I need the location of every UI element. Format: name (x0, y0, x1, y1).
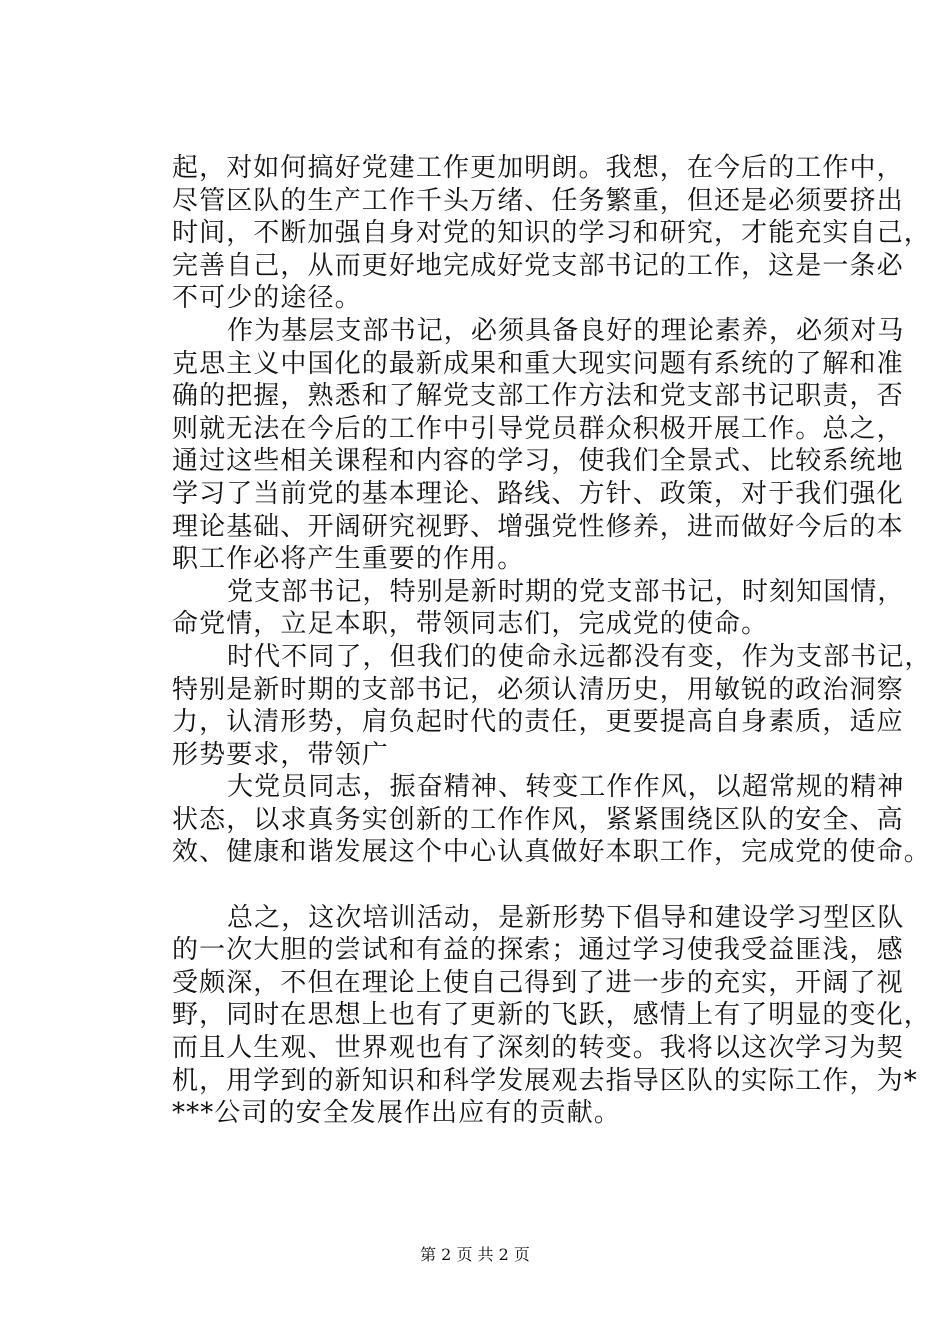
text-line: 时代不同了，但我们的使命永远都没有变，作为支部书记， (227, 641, 932, 672)
text-line: 不可少的途径。 (172, 283, 362, 314)
text-line: 时间，不断加强自身对党的知识的学习和研究，才能充实自己， (172, 218, 931, 249)
text-line: 党支部书记，特别是新时期的党支部书记，时刻知国情， (227, 576, 905, 607)
text-line: 尽管区队的生产工作千头万绪、任务繁重，但还是必须要挤出 (172, 185, 904, 216)
text-line: 确的把握，熟悉和了解党支部工作方法和党支部书记职责，否 (172, 381, 904, 412)
text-line: 效、健康和谐发展这个中心认真做好本职工作，完成党的使命。 (172, 837, 931, 868)
text-line: 职工作必将产生重要的作用。 (172, 544, 525, 575)
paragraph (172, 641, 932, 771)
text-line: 克思主义中国化的最新成果和重大现实问题有系统的了解和准 (172, 348, 904, 379)
text-line: 命党情，立足本职，带领同志们，完成党的使命。 (172, 609, 769, 640)
paragraph (172, 902, 931, 1130)
text-line: 而且人生观、世界观也有了深刻的转变。我将以这次学习为契 (172, 1033, 904, 1064)
text-line: 力，认清形势，肩负起时代的责任，更要提高自身素质，适应 (172, 707, 904, 738)
page-footer: 第 2 页 共 2 页 (420, 1245, 530, 1264)
text-line: 形势要求，带领广 (172, 739, 389, 770)
text-line: 受颇深，不但在理论上使自己得到了进一步的充实，开阔了视 (172, 967, 904, 998)
text-line: 大党员同志，振奋精神、转变工作作风，以超常规的精神 (227, 772, 905, 803)
text-line: 学习了当前党的基本理论、路线、方针、政策，对于我们强化 (172, 478, 904, 509)
text-line: 作为基层支部书记，必须具备良好的理论素养，必须对马 (227, 315, 905, 346)
text-line: ***公司的安全发展作出应有的贡献。 (172, 1098, 621, 1129)
text-line: 则就无法在今后的工作中引导党员群众积极开展工作。总之， (172, 413, 904, 444)
text-line: 起，对如何搞好党建工作更加明朗。我想，在今后的工作中， (172, 153, 904, 183)
text-line: 完善自己，从而更好地完成好党支部书记的工作，这是一条必 (172, 250, 904, 281)
text-line: 机，用学到的新知识和科学发展观去指导区队的实际工作，为* (172, 1065, 918, 1096)
paragraph-gap (172, 869, 852, 902)
text-line: 总之，这次培训活动，是新形势下倡导和建设学习型区队 (227, 902, 905, 933)
text-line: 通过这些相关课程和内容的学习，使我们全景式、比较系统地 (172, 446, 904, 477)
text-line: 特别是新时期的支部书记，必须认清历史，用敏锐的政治洞察 (172, 674, 904, 705)
document-body (172, 152, 932, 1130)
paragraph (172, 771, 931, 869)
text-line: 的一次大胆的尝试和有益的探索；通过学习使我受益匪浅，感 (172, 935, 904, 966)
text-line: 状态，以求真务实创新的工作作风，紧紧围绕区队的安全、高 (172, 804, 904, 835)
text-line: 理论基础、开阔研究视野、增强党性修养，进而做好今后的本 (172, 511, 904, 542)
text-line: 野，同时在思想上也有了更新的飞跃，感情上有了明显的变化， (172, 1000, 931, 1031)
paragraph (172, 576, 905, 641)
paragraph (172, 152, 931, 315)
paragraph (172, 315, 905, 576)
